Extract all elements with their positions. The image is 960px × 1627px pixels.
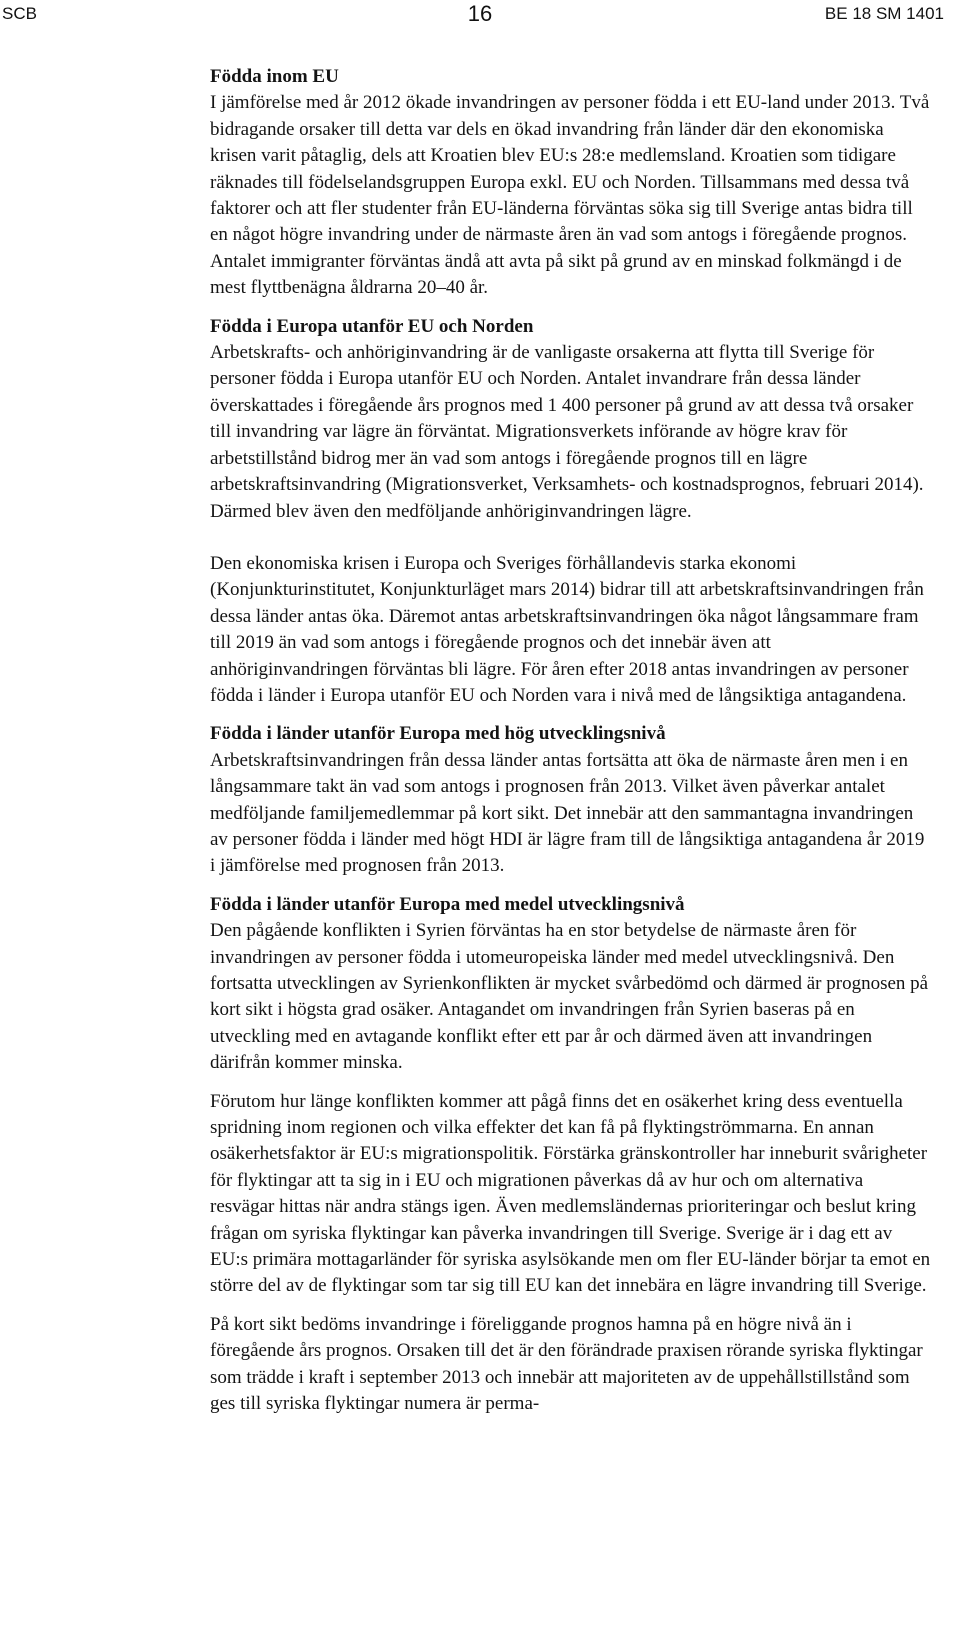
page-body <box>210 64 932 1430</box>
paragraph: Arbetskrafts- och anhöriginvandring är de vanligaste orsakerna att flytta till Sverige för personer födda i Europa utanför EU och Norden. Antalet invandrare från dessa länder överskattades i föregående års prognos med 1 400 personer på grund av att dessa två orsaker till invandring var lägre än förväntat. Migrationsverkets införande av högre krav för arbetstillstånd bidrog mer än vad som antogs i föregående prognos till en lägre arbetskraftsinvandring (Migrationsverket, Verksamhets- och kostnadsprognos, februari 2014). Därmed blev även den medföljande anhöriginvandringen lägre. <box>210 342 924 522</box>
section-heading: Födda inom EU <box>210 66 339 87</box>
section-medium-development <box>210 892 932 1077</box>
header-report-id: BE 18 SM 1401 <box>824 4 944 23</box>
paragraph: På kort sikt bedöms invandringe i föreliggande prognos hamna på en högre nivå än i föregående års prognos. Orsaken till det är den förändrade praxisen rörande syriska flyktingar som trädde i kraft i september 2013 och innebär att majoriteten av de uppehållstillstånd som ges till syriska flyktingar numera är perma- <box>210 1313 923 1415</box>
section-eu <box>210 64 932 302</box>
section-short-term <box>210 1312 932 1418</box>
header-publisher: SCB <box>2 4 37 23</box>
section-conflict-uncertainty <box>210 1089 932 1300</box>
section-high-development <box>210 721 932 879</box>
page-header <box>0 0 960 34</box>
paragraph: Den pågående konflikten i Syrien förväntas ha en stor betydelse de närmaste åren för invandringen av personer födda i utomeuropeiska länder med medel utvecklingsnivå. Den fortsatta utvecklingen av Syrienkonflikten är mycket svårbedömd och därmed är prognosen på kort sikt i högsta grad osäker. Antagandet om invandringen från Syrien baseras på en utveckling med en avtagande konflikt efter ett par år och därmed även att invandringen därifrån kommer minska. <box>210 920 929 1074</box>
paragraph: Arbetskraftsinvandringen från dessa länder antas fortsätta att öka de närmaste åren men i en långsammare takt än vad som antogs i prognosen från 2013. Vilket även påverkar antalet medföljande familjemedlemmar på kort sikt. Det innebär att den sammantagna invandringen av personer födda i länder med högt HDI är lägre fram till de långsiktiga antagandena år 2019 i jämförelse med prognosen från 2013. <box>210 749 925 877</box>
paragraph: Den ekonomiska krisen i Europa och Sveriges förhållandevis starka ekonomi (Konjunkturinstitutet, Konjunkturläget mars 2014) bidrar till att arbetskraftsinvandringen från dessa länder antas öka. Däremot antas arbetskraftsinvandringen öka något långsammare fram till 2019 än vad som antogs i föregående prognos och det innebär även att anhöriginvandringen förväntas bli lägre. För åren efter 2018 antas invandringen av personer födda i länder i Europa utanför EU och Norden vara i nivå med de långsiktiga antagandena. <box>210 552 924 706</box>
page-number: 16 <box>467 1 493 26</box>
section-heading: Födda i länder utanför Europa med medel utvecklingsnivå <box>210 893 685 915</box>
section-heading: Födda i länder utanför Europa med hög utvecklingsnivå <box>210 723 666 745</box>
paragraph: Förutom hur länge konflikten kommer att pågå finns det en osäkerhet kring dess eventuella spridning inom regionen och vilka effekter det kan få på flyktingströmmarna. En annan osäkerhetsfaktor är EU:s migrationspolitik. Förstärka gränskontroller har inneburit svårigheter för flyktingar att ta sig in i EU och migrationen påverkas då av hur och om alternativa resvägar hittas när andra stängs igen. Även medlemsländernas prioriteringar och beslut kring frågan om syriska flyktingar kan påverka invandringen till Sverige. Sverige är i dag ett av EU:s primära mottagarländer för syriska asylsökande men om fler EU-länder börjar ta emot en större del av de flyktingar som tar sig till EU kan det innebära en lägre invandring till Sverige. <box>210 1090 931 1297</box>
section-economic-crisis <box>210 551 932 709</box>
section-europe-outside-eu <box>210 314 932 525</box>
paragraph: I jämförelse med år 2012 ökade invandringen av personer födda i ett EU-land under 2013. Två bidragande orsaker till detta var dels en ökad invandring från länder där den ekonomiska krisen varit påtaglig, dels att Kroatien blev EU:s 28:e medlemsland. Kroatien som tidigare räknades till födelselandsgruppen Europa exkl. EU och Norden. Tillsammans med dessa två faktorer och att fler studenter från EU-länderna förväntas söka sig till Sverige antas bidra till en något högre invandring under de närmaste åren än vad som antogs i föregående prognos. Antalet immigranter förväntas ändå att avta på sikt på grund av en minskad folkmängd i de mest flyttbenägna åldrarna 20–40 år. <box>210 92 930 299</box>
section-heading: Födda i Europa utanför EU och Norden <box>210 315 534 337</box>
